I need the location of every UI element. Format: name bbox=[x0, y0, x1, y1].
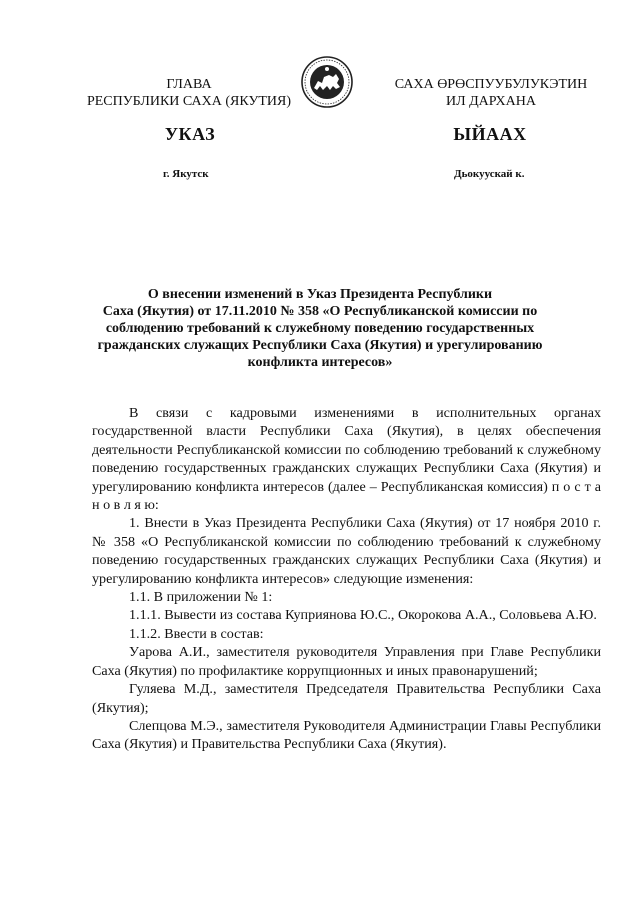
decree-label-left: УКАЗ bbox=[164, 124, 216, 144]
body-paragraph: Уарова А.И., заместителя руководителя Управления при Главе Республики Саха (Якутия) по профилактике коррупционных и иных правонарушений; bbox=[92, 644, 601, 679]
document-title bbox=[95, 286, 545, 371]
issuer-left-line2: РЕСПУБЛИКИ САХА (ЯКУТИЯ) bbox=[86, 94, 292, 109]
issuer-left-line1: ГЛАВА bbox=[166, 77, 212, 92]
title-line: соблюдению требований к служебному поведению государственных bbox=[105, 321, 535, 336]
body-paragraph: 1.1. В приложении № 1: bbox=[129, 589, 273, 606]
issuer-right bbox=[376, 76, 606, 110]
coat-of-arms-emblem-icon bbox=[300, 55, 354, 109]
title-line: О внесении изменений в Указ Президента Республики bbox=[147, 287, 493, 302]
body-paragraph: 1.1.2. Ввести в состав: bbox=[129, 625, 264, 642]
city-left: г. Якутск bbox=[163, 168, 209, 180]
body-paragraph: 1. Внести в Указ Президента Республики Саха (Якутия) от 17 ноября 2010 г. № 358 «О Республиканской комиссии по соблюдению требований к служебному поведению государственных гражданских служащих Республики Саха (Якутия) и урегулированию конфликта интересов» следующие изменения: bbox=[92, 515, 601, 587]
title-line: Саха (Якутия) от 17.11.2010 № 358 «О Республиканской комиссии по bbox=[102, 304, 538, 319]
title-line: гражданских служащих Республики Саха (Якутия) и урегулированию bbox=[97, 338, 543, 353]
title-line: конфликта интересов» bbox=[247, 355, 393, 370]
issuer-left bbox=[74, 76, 304, 110]
document-body bbox=[92, 404, 601, 754]
body-paragraph: Гуляева М.Д., заместителя Председателя Правительства Республики Саха (Якутия); bbox=[92, 681, 601, 716]
city-right: Дьокуускай к. bbox=[454, 168, 525, 180]
decree-label-right: ЫЙААХ bbox=[453, 124, 527, 144]
body-paragraph: 1.1.1. Вывести из состава Куприянова Ю.С., Окорокова А.А., Соловьева А.Ю. bbox=[129, 607, 597, 624]
body-paragraph: В связи с кадровыми изменениями в исполнительных органах государственной власти Республики Саха (Якутия), в целях обеспечения деятельности Республиканской комиссии по соблюдению требований к служебному поведению государственных гражданских служащих Республики Саха (Якутия) и урегулированию конфликта интересов (далее – Республиканская комиссия) п о с т а н о в л я ю: bbox=[92, 405, 601, 514]
issuer-right-line1: САХА ӨРӨСПУУБУЛУКЭТИН bbox=[394, 77, 588, 92]
body-paragraph: Слепцова М.Э., заместителя Руководителя Администрации Главы Республики Саха (Якутия) и Правительства Республики Саха (Якутия). bbox=[92, 717, 601, 753]
issuer-right-line2: ИЛ ДАРХАНА bbox=[445, 94, 536, 109]
